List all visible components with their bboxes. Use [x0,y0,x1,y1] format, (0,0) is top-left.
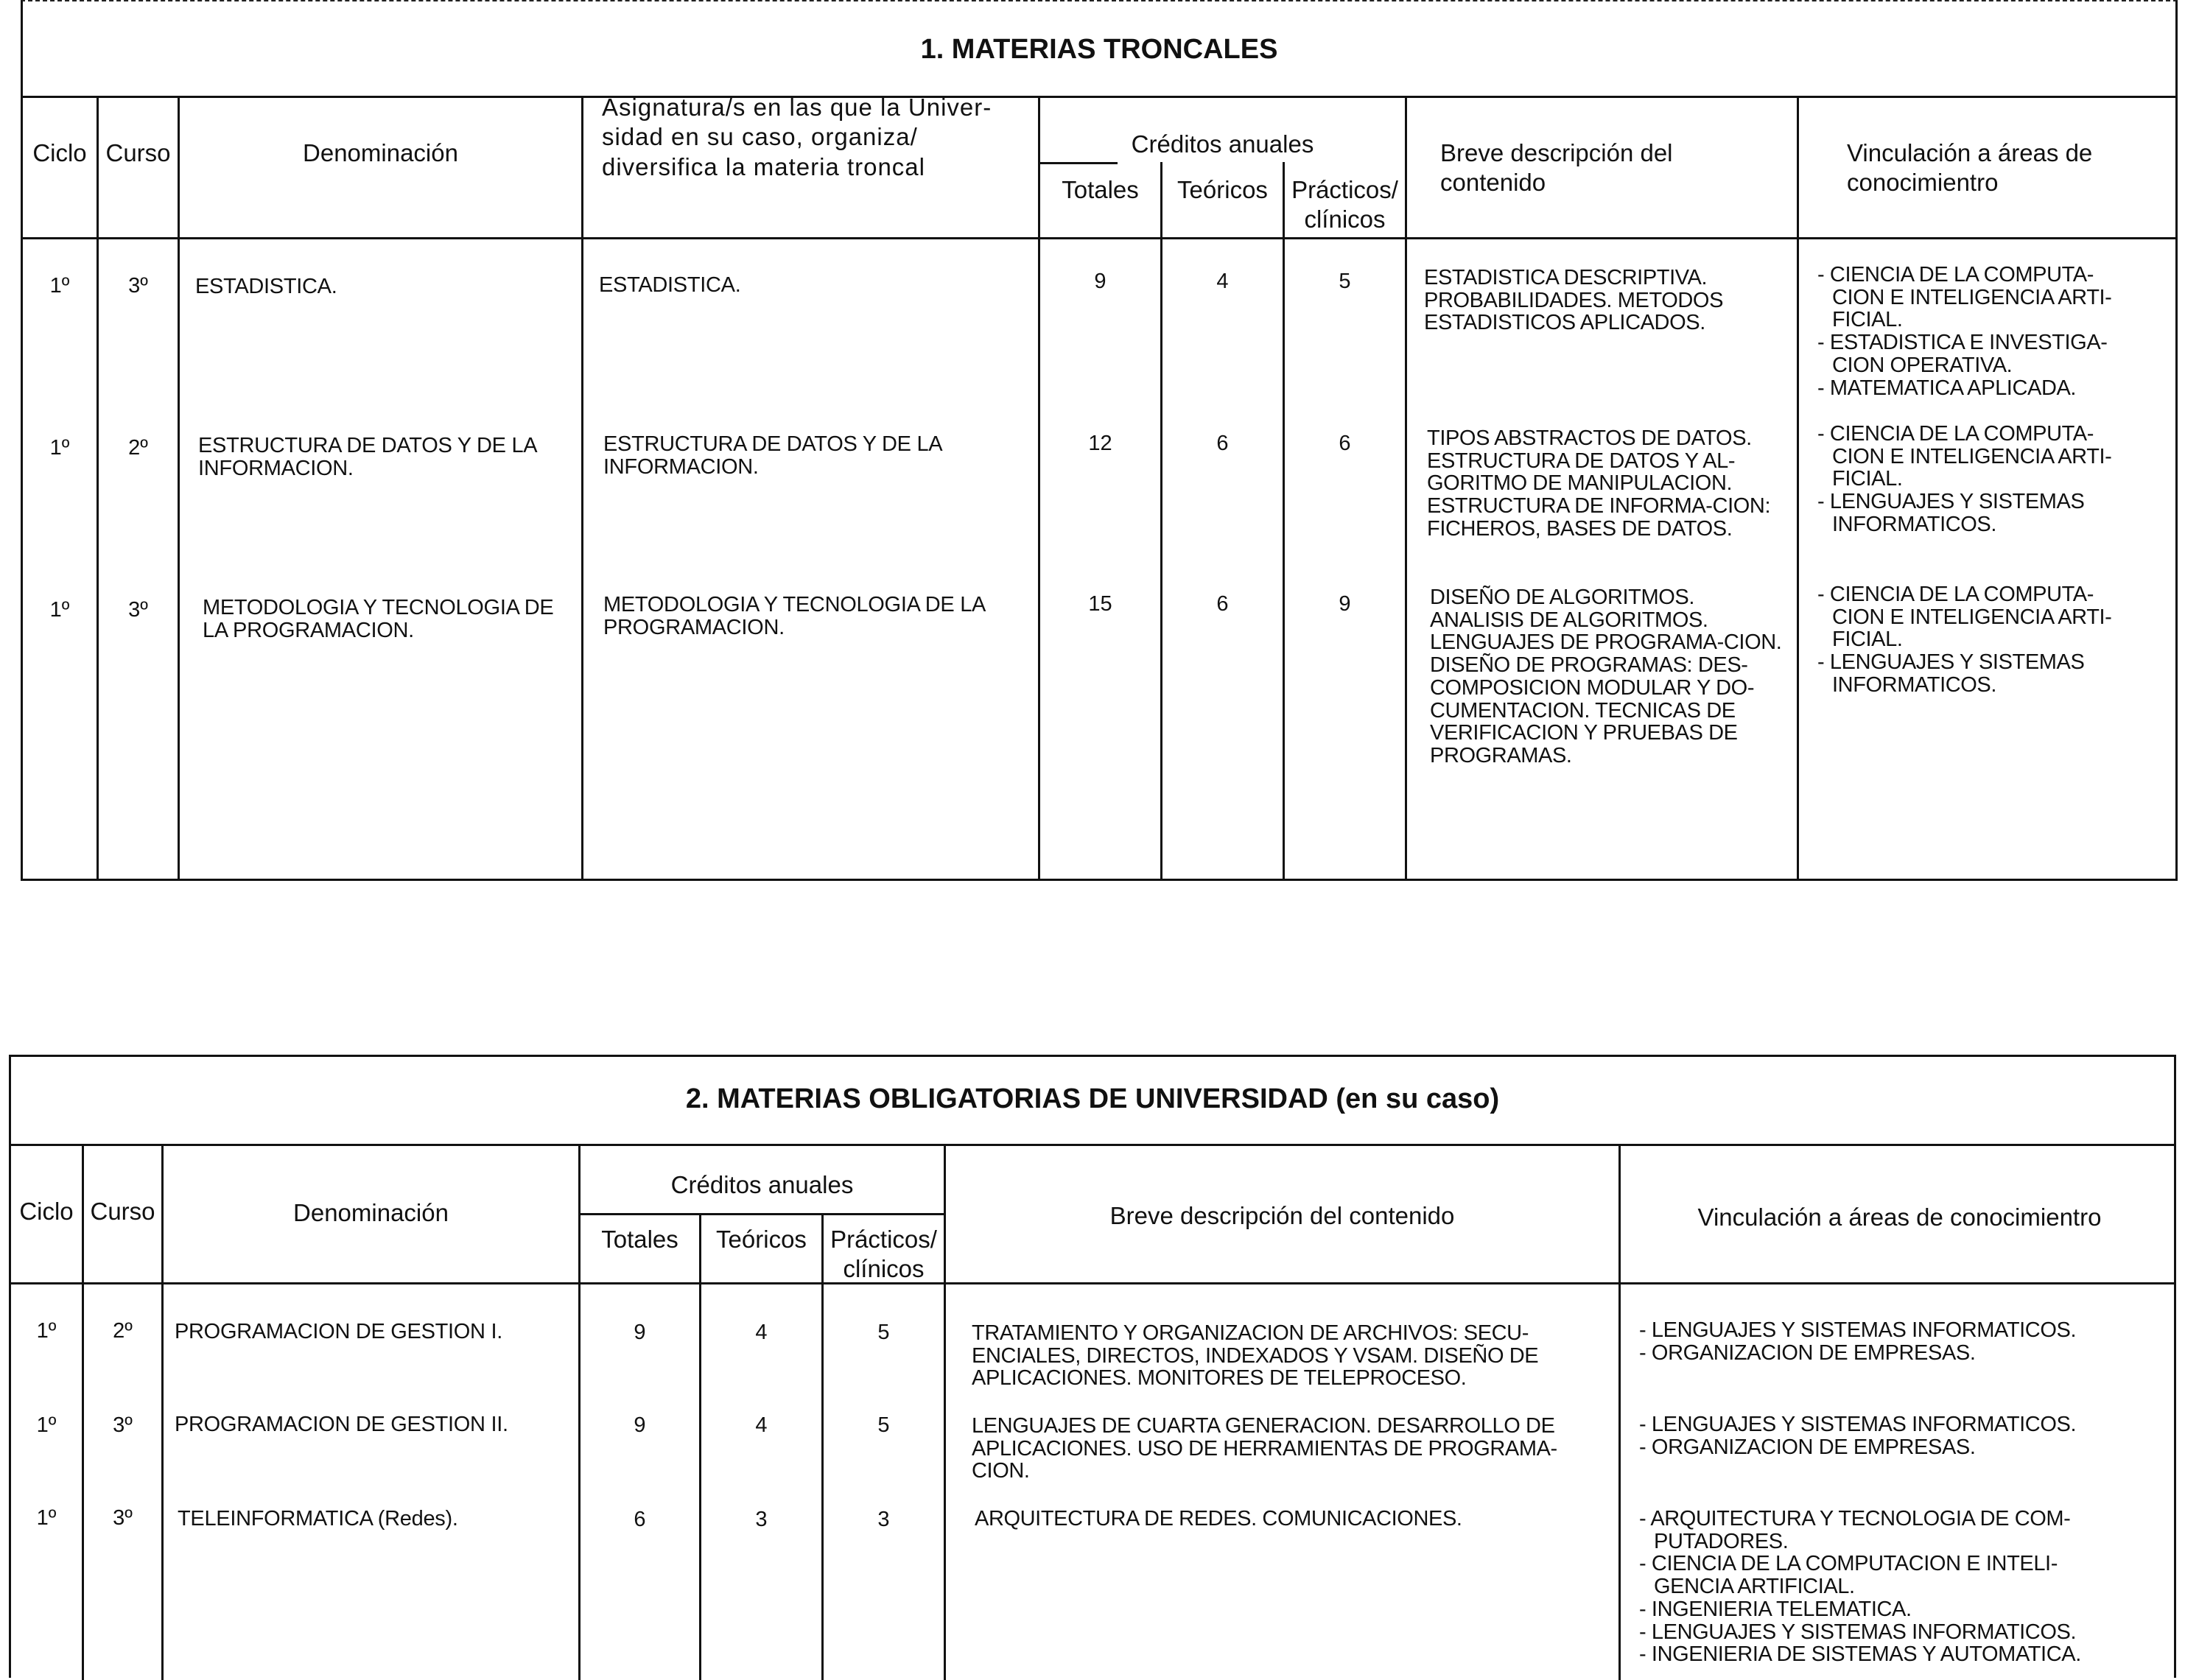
cell-descripcion: ARQUITECTURA DE REDES. COMUNICACIONES. [975,1507,1462,1530]
area-item: - ARQUITECTURA Y TECNOLOGIA DE COM- [1639,1507,2071,1530]
area-item: - CIENCIA DE LA COMPUTA- [1817,583,2094,606]
area-item: PUTADORES. [1654,1529,1789,1553]
area-item: - INGENIERIA TELEMATICA. [1639,1597,1912,1621]
area-item: - LENGUAJES Y SISTEMAS INFORMATICOS. [1639,1413,2077,1436]
cell-descripcion: LENGUAJES DE CUARTA GENERACION. DESARROLLO DE APLICACIONES. USO DE HERRAMIENTAS DE PROGRAMA-CION. [972,1414,1557,1483]
cell-totales: 9 [634,1413,646,1437]
divider [11,1282,2174,1284]
column-divider [699,1213,701,1680]
cell-curso: 2º [113,1319,133,1343]
cell-areas [1817,423,2164,536]
divider [578,1213,945,1215]
cell-denominacion: PROGRAMACION DE GESTION I. [175,1320,502,1343]
cell-curso: 3º [113,1413,133,1437]
cell-curso: 3º [113,1506,133,1530]
cell-practicos: 6 [1339,432,1351,455]
cell-teoricos: 4 [1216,270,1229,293]
area-item: FICIAL. [1832,467,1903,491]
header-teoricos: Teóricos [716,1226,807,1253]
area-item: INFORMATICOS. [1832,512,1997,536]
area-item: - CIENCIA DE LA COMPUTA- [1817,263,2094,287]
area-item: CION E INTELIGENCIA ARTI- [1832,605,2112,629]
area-item: INFORMATICOS. [1832,672,1997,697]
area-item: - ORGANIZACION DE EMPRESAS. [1639,1340,1976,1365]
area-item: - INGENIERIA DE SISTEMAS Y AUTOMATICA. [1639,1642,2081,1667]
cell-practicos: 5 [877,1321,890,1344]
header-asignatura: Asignatura/s en las que la Univer-sidad en su caso, organiza/ diversifica la materia troncal [602,94,992,180]
cell-denominacion: ESTRUCTURA DE DATOS Y DE LA INFORMACION. [198,434,536,480]
cell-totales: 9 [634,1321,646,1344]
area-item: - CIENCIA DE LA COMPUTA- [1817,422,2094,446]
header-vinculacion: Vinculación a áreas de conocimientro [1697,1203,2102,1231]
cell-areas [1639,1413,2170,1458]
header-denominacion: Denominación [303,139,458,166]
cell-ciclo: 1º [36,1413,57,1437]
area-item: GENCIA ARTIFICIAL. [1654,1575,1855,1599]
cell-areas [1817,583,2164,697]
column-divider [581,96,583,881]
column-divider [1038,96,1040,881]
area-item: - ESTADISTICA E INVESTIGA- [1817,331,2108,355]
header-ciclo: Ciclo [19,1198,74,1225]
cell-descripcion: TRATAMIENTO Y ORGANIZACION DE ARCHIVOS: SECU-ENCIALES, DIRECTOS, INDEXADOS Y VSAM. DISEÑO DE APLICACIONES. MONITORES DE TELEPROCESO. [972,1321,1539,1391]
cell-asignatura: ESTRUCTURA DE DATOS Y DE LA INFORMACION. [603,432,941,479]
column-divider [1797,96,1799,881]
column-divider [97,96,99,881]
area-item: FICIAL. [1832,628,1903,652]
area-item: FICIAL. [1832,308,1903,332]
header-creditos-anuales: Créditos anuales [1131,130,1314,158]
cell-practicos: 3 [877,1508,890,1531]
cell-descripcion: DISEÑO DE ALGORITMOS. ANALISIS DE ALGORITMOS. LENGUAJES DE PROGRAMA-CION. DISEÑO DE PROGRAMAS: DES-COMPOSICION MODULAR Y DO-CUMENTACION. TECNICAS DE VERIFICACION Y PRUEBAS DE PROGRAMAS. [1430,586,1782,768]
cell-denominacion: PROGRAMACION DE GESTION II. [175,1413,508,1436]
cell-practicos: 5 [877,1413,890,1437]
area-item: - ORGANIZACION DE EMPRESAS. [1639,1435,1976,1459]
cell-ciclo: 1º [49,274,70,298]
column-divider [178,96,180,881]
header-creditos-anuales: Créditos anuales [670,1171,854,1198]
divider [1038,162,1118,164]
cell-ciclo: 1º [49,436,70,460]
header-curso: Curso [90,1198,155,1225]
cell-practicos: 9 [1339,592,1351,616]
cell-areas [1639,1319,2170,1364]
cell-teoricos: 6 [1216,432,1229,455]
cell-totales: 9 [1094,270,1106,293]
area-item: - LENGUAJES Y SISTEMAS [1817,490,2085,514]
cell-teoricos: 4 [755,1413,768,1437]
cell-areas [1639,1508,2170,1666]
area-item: - LENGUAJES Y SISTEMAS INFORMATICOS. [1639,1620,2077,1644]
section-title: 1. MATERIAS TRONCALES [920,34,1278,65]
cell-denominacion: METODOLOGIA Y TECNOLOGIA DE LA PROGRAMACION. [203,596,554,642]
divider [11,1144,2174,1146]
area-item: CION OPERATIVA. [1832,353,2013,377]
header-curso: Curso [105,139,171,166]
cell-curso: 3º [128,274,148,298]
header-totales: Totales [601,1226,678,1253]
header-denominacion: Denominación [293,1199,449,1226]
cell-teoricos: 3 [755,1508,768,1531]
cell-ciclo: 1º [36,1319,57,1343]
cell-teoricos: 4 [755,1321,768,1344]
section-title: 2. MATERIAS OBLIGATORIAS DE UNIVERSIDAD (en su caso) [685,1083,1500,1114]
header-teoricos: Teóricos [1177,176,1268,203]
cell-curso: 2º [128,436,148,460]
cell-descripcion: ESTADISTICA DESCRIPTIVA. PROBABILIDADES. METODOS ESTADISTICOS APLICADOS. [1424,266,1724,335]
header-practicos: Prácticos/ clínicos [1291,176,1398,233]
cell-areas [1817,264,2164,399]
cell-denominacion: TELEINFORMATICA (Redes). [178,1507,458,1530]
header-vinculacion: Vinculación a áreas de conocimientro [1847,139,2093,197]
cell-denominacion: ESTADISTICA. [195,275,337,298]
cell-totales: 15 [1088,592,1112,616]
cell-teoricos: 6 [1216,592,1229,616]
section-materias-obligatorias [9,1055,2176,1678]
area-item: - MATEMATICA APLICADA. [1817,376,2077,400]
cell-totales: 6 [634,1508,646,1531]
cell-ciclo: 1º [36,1506,57,1530]
column-divider [1405,96,1407,881]
divider [23,96,2175,98]
divider [23,237,2175,239]
cell-practicos: 5 [1339,270,1351,293]
cell-totales: 12 [1088,432,1112,455]
section-materias-troncales [21,0,2178,881]
cell-curso: 3º [128,598,148,622]
cell-descripcion: TIPOS ABSTRACTOS DE DATOS. ESTRUCTURA DE DATOS Y AL-GORITMO DE MANIPULACION. ESTRUCTURA DE INFORMA-CION: FICHEROS, BASES DE DATOS. [1427,426,1771,541]
header-descripcion: Breve descripción del contenido [1440,139,1673,197]
area-item: - LENGUAJES Y SISTEMAS [1817,650,2085,675]
area-item: CION E INTELIGENCIA ARTI- [1832,444,2112,468]
header-descripcion: Breve descripción del contenido [1109,1202,1455,1229]
header-practicos: Prácticos/ clínicos [830,1226,937,1282]
cell-ciclo: 1º [49,598,70,622]
header-ciclo: Ciclo [32,139,87,166]
area-item: - CIENCIA DE LA COMPUTACION E INTELI- [1639,1552,2058,1576]
area-item: - LENGUAJES Y SISTEMAS INFORMATICOS. [1639,1318,2077,1342]
cell-asignatura: ESTADISTICA. [599,273,741,297]
header-totales: Totales [1062,176,1139,203]
cell-asignatura: METODOLOGIA Y TECNOLOGIA DE LA PROGRAMACION. [603,593,985,639]
area-item: CION E INTELIGENCIA ARTI- [1832,285,2112,309]
